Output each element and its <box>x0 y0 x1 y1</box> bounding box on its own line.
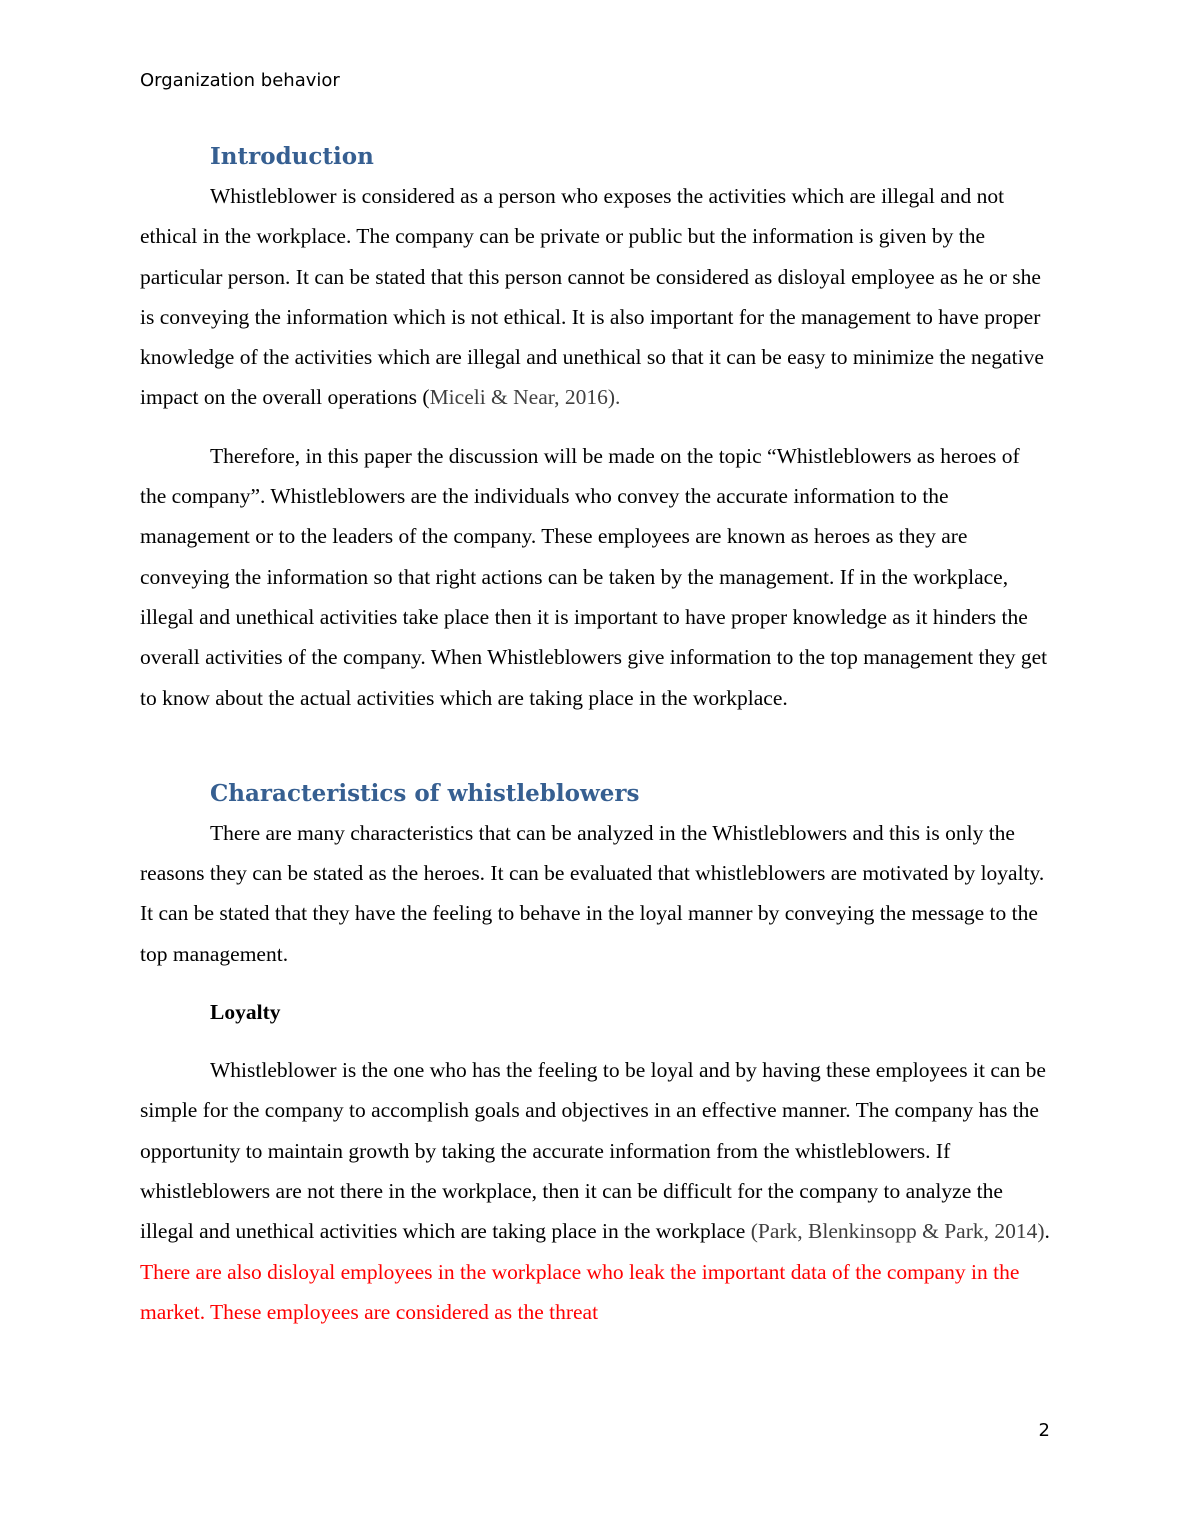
characteristics-paragraph-1: There are many characteristics that can be analyzed in the Whistleblowers and this is only the reasons they can be stated as the heroes. It can be evaluated that whistleblowers are motivated by loyalty. It can be stated that they have the feeling to behave in the loyal manner by conveying the message to the top management. <box>140 820 1045 966</box>
intro-p1-text: Whistleblower is considered as a person who exposes the activities which are illegal and not ethical in the workplace. The company can be private or public but the information is given by the particular person. It can be stated that this person cannot be considered as disloyal employee as he or she is conveying the information which is not ethical. It is also important for the management to have proper knowledge of the activities which are illegal and unethical so that it can be easy to minimize the negative impact on the overall operations ( <box>140 184 1044 410</box>
page-number: 2 <box>1038 1420 1050 1441</box>
loyalty-period: . <box>1044 1219 1050 1244</box>
intro-citation: Miceli & Near, 2016 <box>429 385 608 410</box>
introduction-heading: Introduction <box>210 143 374 170</box>
introduction-paragraph-2: Therefore, in this paper the discussion will be made on the topic “Whistleblowers as heroes of the company”. Whistleblowers are the individuals who convey the accurate information to the management or to the leaders of the company. These employees are known as heroes as they are conveying the information so that right actions can be taken by the management. If in the workplace, illegal and unethical activities take place then it is important to have proper knowledge as it hinders the overall activities of the company. When Whistleblowers give information to the top management they get to know about the actual activities which are taking place in the workplace. <box>140 443 1048 710</box>
running-header: Organization behavior <box>140 70 340 91</box>
loyalty-citation: (Park, Blenkinsopp & Park, 2014) <box>750 1219 1045 1244</box>
intro-citation-end: ). <box>607 385 621 410</box>
loyalty-highlighted-text: There are also disloyal employees in the workplace who leak the important data of the company in the market. These employees are considered as the threat <box>140 1259 1020 1324</box>
loyalty-paragraph <box>140 1050 1050 1332</box>
characteristics-heading: Characteristics of whistleblowers <box>210 779 640 807</box>
introduction-paragraph-1 <box>140 176 1050 418</box>
loyalty-text: Whistleblower is the one who has the feeling to be loyal and by having these employees it can be simple for the company to accomplish goals and objectives in an effective manner. The company has the opportunity to maintain growth by taking the accurate information from the whistleblowers. If whistleblowers are not there in the workplace, then it can be difficult for the company to analyze the illegal and unethical activities which are taking place in the workplace <box>140 1058 1046 1244</box>
document-body <box>140 138 1050 1332</box>
loyalty-subheading: Loyalty <box>210 1000 281 1025</box>
